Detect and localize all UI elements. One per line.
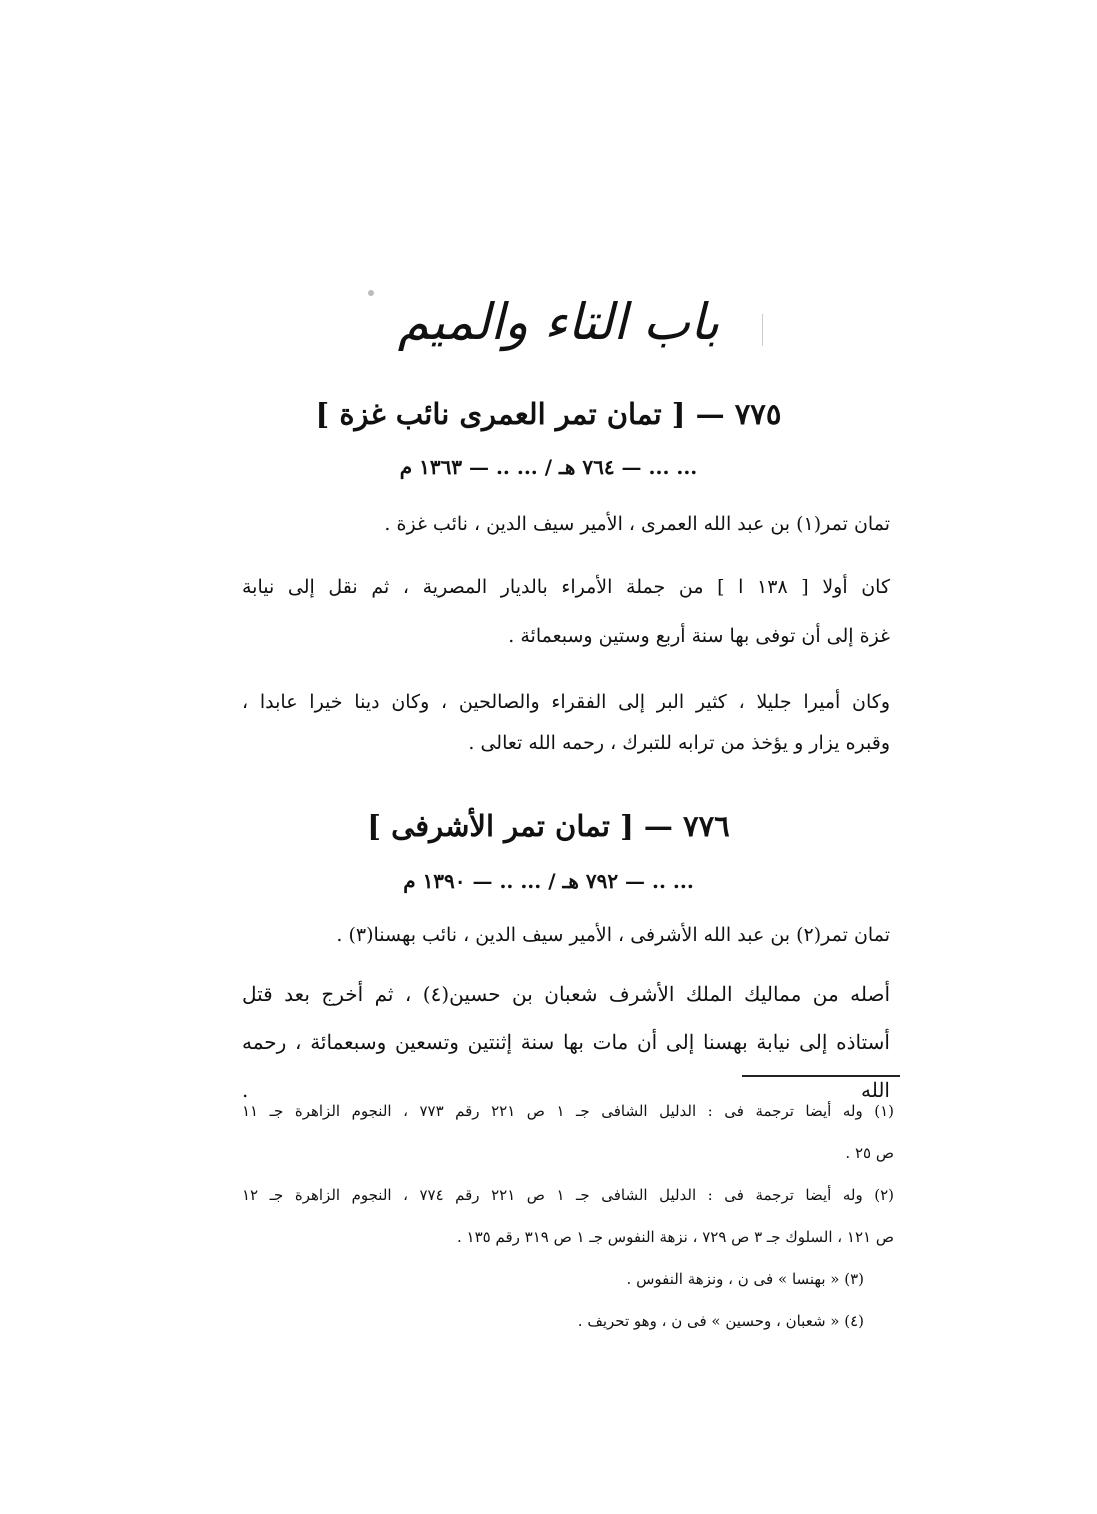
paragraph-line: أستاذه إلى نيابة بهسنا إلى أن مات بها سنة إثنتين وتسعين وسبعمائة ، رحمه الله .: [242, 1030, 890, 1102]
footnote: [242, 1300, 894, 1342]
entry-heading: ٧٧٦ — [ تمان تمر الأشرفى ]: [367, 809, 730, 843]
paragraph-line: تمان تمر(٢) بن عبد الله الأشرفى ، الأمير سيف الدين ، نائب بهسنا(٣) .: [336, 924, 890, 946]
entry-dates: ... .. — ٧٩٢ هـ / ... .. — ١٣٩٠ م: [403, 869, 694, 893]
footnote: [242, 1258, 894, 1300]
chapter-title: باب التاء والميم: [397, 293, 720, 351]
entry-heading: ٧٧٥ — [ تمان تمر العمرى نائب غزة ]: [315, 397, 782, 431]
footnote: [242, 1090, 894, 1174]
footnote: [242, 1174, 894, 1258]
footnote-line: ص ١٢١ ، السلوك جـ ٣ ص ٧٢٩ ، نزهة النفوس جـ ١ ص ٣١٩ رقم ١٣٥ .: [457, 1228, 894, 1246]
footnote-line: (٣) « بهنسا » فى ن ، ونزهة النفوس .: [626, 1270, 864, 1288]
footnote-line: ص ٢٥ .: [845, 1144, 894, 1162]
paragraph-line: تمان تمر(١) بن عبد الله العمرى ، الأمير سيف الدين ، نائب غزة .: [384, 513, 890, 535]
paragraph-line: كان أولا [ ١٣٨ ا ] من جملة الأمراء بالديار المصرية ، ثم نقل إلى نيابة: [242, 576, 891, 598]
paragraph-line: أصله من مماليك الملك الأشرف شعبان بن حسين(٤) ، ثم أخرج بعد قتل: [242, 982, 890, 1006]
entry-paragraph: [242, 570, 890, 654]
footnotes: [242, 1090, 894, 1342]
entry-paragraph: [242, 918, 890, 953]
footnote-line: (٤) « شعبان ، وحسين » فى ن ، وهو تحريف .: [577, 1312, 864, 1330]
entry-paragraph: [242, 507, 890, 542]
footnote-separator: [742, 1075, 900, 1077]
entry-dates: ... ... — ٧٦٤ هـ / ... .. — ١٣٦٣ م: [399, 455, 698, 479]
footnote-line: (٢) وله أيضا ترجمة فى : الدليل الشافى جـ ١ ص ٢٢١ رقم ٧٧٤ ، النجوم الزاهرة جـ ١٢: [242, 1186, 895, 1204]
paragraph-line: وقبره يزار و يؤخذ من ترابه للتبرك ، رحمه الله تعالى .: [468, 732, 890, 754]
entry-paragraph: [242, 685, 890, 761]
footnote-line: (١) وله أيضا ترجمة فى : الدليل الشافى جـ ١ ص ٢٢١ رقم ٧٧٣ ، النجوم الزاهرة جـ ١١: [242, 1102, 895, 1120]
paragraph-line: غزة إلى أن توفى بها سنة أربع وستين وسبعمائة .: [508, 625, 890, 647]
paragraph-line: وكان أميرا جليلا ، كثير البر إلى الفقراء والصالحين ، وكان دينا خيرا عابدا ،: [242, 691, 890, 713]
